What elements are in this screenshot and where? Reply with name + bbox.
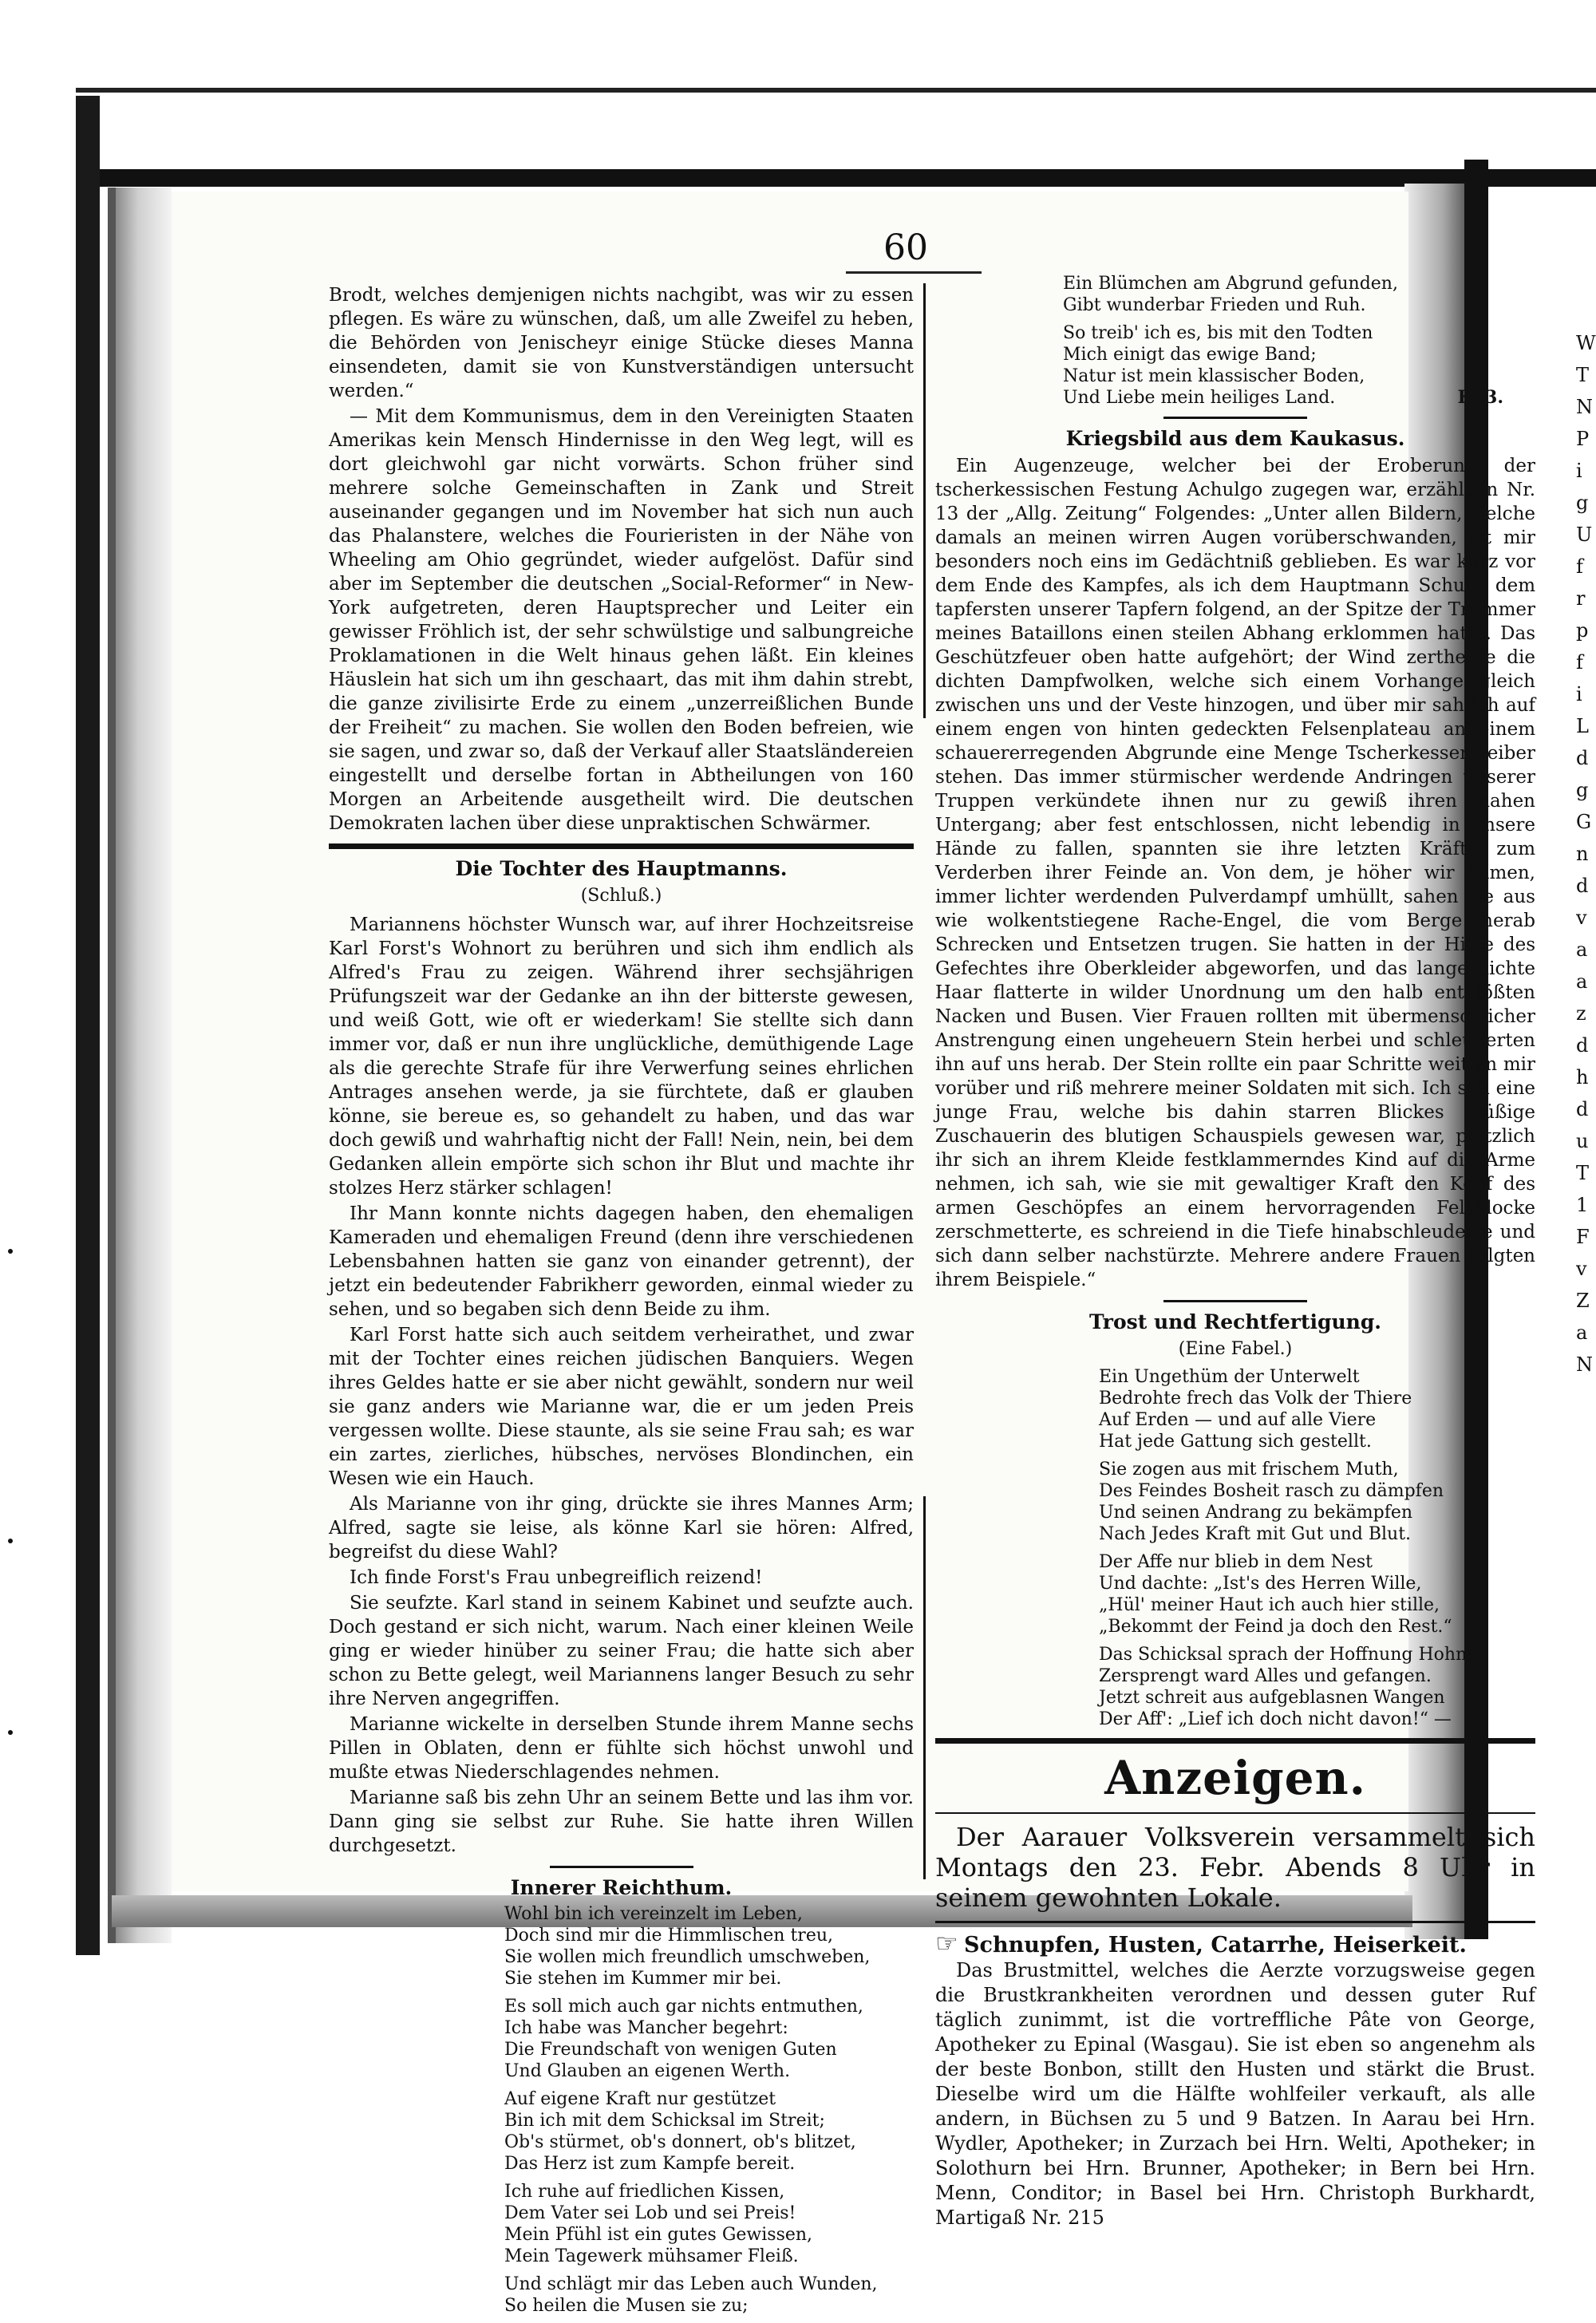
fragment-letter: v: [1576, 1258, 1587, 1280]
story-title: Die Tochter des Hauptmanns.: [455, 857, 788, 880]
story-paragraph: Mariannens höchster Wunsch war, auf ihrer Hochzeitsreise Karl Forst's Wohnort zu berühren und sich ihm endlich als Alfred's Frau zu zeigen. Während ihrer sechsjährigen Prüfungszeit war der Gedanke an ihn der bitterste gewesen, und weiß Gott, wie oft er wiederkam! Sie stellte sich dann immer vor, daß er nun ihre unglückliche, demüthigende Lage als die gerechte Strafe für ihre Verwerfung seines ehrlichen Antrages ansehen werde, ja sie fürchtete, daß er glauben könne, sie bereue es, so gehandelt zu haben, und das war doch gewiß und wahrhaftig nicht der Fall! Nein, nein, bei dem Gedanken allein empörte sich schon ihr Blut und machte ihr stolzes Herz stärker schlagen!: [329, 915, 914, 1199]
fragment-letter: F: [1576, 1226, 1590, 1248]
poem-line: Und schlägt mir das Leben auch Wunden,: [504, 2274, 878, 2294]
fragment-letter: L: [1576, 715, 1589, 737]
poem-line: Mein Tagewerk mühsamer Fleiß.: [504, 2246, 799, 2266]
intro-paragraph: Brodt, welches demjenigen nichts nachgibt, was wir zu essen pflegen. Es wäre zu wünschen, daß, um alle Zweifel zu heben, die Behörden von Jenischeyr einige Stücke dieses Manna einsendeten, damit sie von Kunstverständigen untersucht werden.“: [329, 285, 914, 401]
fable-line: „Hül' meiner Haut ich auch hier stille,: [1099, 1595, 1440, 1615]
scan-speck: [8, 1539, 13, 1543]
adjacent-page-fragment: [1576, 327, 1596, 1381]
column-rule: [923, 1496, 926, 1879]
fragment-letter: z: [1576, 1002, 1586, 1025]
poem-stanza: [504, 1903, 914, 1989]
story-paragraph: Marianne saß bis zehn Uhr an seinem Bette und las ihm vor. Dann ging sie selbst zur Ruhe. Sie hatte ihren Willen durchgesetzt.: [329, 1788, 914, 1856]
fragment-letter: d: [1576, 1034, 1589, 1057]
poem-line: Wohl bin ich vereinzelt im Leben,: [504, 1904, 803, 1924]
poem-line: Sie stehen im Kummer mir bei.: [504, 1969, 782, 1989]
fragment-letter: f: [1576, 651, 1583, 674]
fragment-letter: h: [1576, 1066, 1589, 1088]
poem-title: Innerer Reichthum.: [510, 1876, 733, 1899]
communism-paragraph: — Mit dem Kommunismus, dem in den Vereinigten Staaten Amerikas kein Mensch Hindernisse in den Weg legt, will es dort gleichwohl gar nicht vorwärts. Schon früher sind mehrere solche Gemeinschaften in Zank und Streit auseinander gegangen und im November hat sich nun auch das Phalanstere, welches die Fourieristen in der Nähe von Wheeling am Ohio gegründet, wieder aufgelöst. Dafür sind aber im September die deutschen „Social-Reformer“ in New-York aufgetreten, deren Hauptsprecher und Leiter ein gewisser Fröhlich ist, der sehr schwülstige und salbungreiche Proklamationen in die Welt hinaus gehen läßt. Ein kleines Häuslein hat sich um ihn geschaart, das mit ihm dahin strebt, die ganze zivilisirte Erde zu einem „unzerreißlichen Bunde der Freiheit“ zu machen. Sie wollen den Boden befreien, wie sie sagen, und zwar so, daß der Verkauf aller Staatsländereien eingestellt und derselbe fortan in Abtheilungen von 160 Morgen an Arbeitende ausgetheilt wird. Die deutschen Demokraten lachen über diese unpraktischen Schwärmer.: [329, 406, 914, 834]
story-paragraph: Ihr Mann konnte nichts dagegen haben, den ehemaligen Kameraden und ehemaligen Freund (denn ihre verschiedenen Lebensbahnen hatten sie ganz von einander getrennt), der jetzt ein bedeutender Fabrikherr geworden, einmal wieder zu sehen, und so begaben sich denn Beide zu ihm.: [329, 1203, 914, 1320]
war-paragraph: Ein Augenzeuge, welcher bei der Eroberung der tscherkessischen Festung Achulgo zugegen war, erzählt in Nr. 13 der „Allg. Zeitung“ Folgendes: „Unter allen Bildern, welche damals an meinen wirren Augen vorüberschwanden, ist mir besonders noch eins im Gedächtniß geblieben. Es war kurz vor dem Ende des Kampfes, als ich dem Hauptmann Schulz, dem tapfersten unserer Tapfern folgend, an der Spitze der Trümmer meines Bataillons einen steilen Abhang erklommen hatte. Das Geschützfeuer oben hatte aufgehört; der Wind zertheilte die dichten Dampfwolken, welche sich einem Vorhange gleich zwischen uns und der Veste hinzogen, und über mir sah ich auf einem engen von hinten gedeckten Felsenplateau an einem schauererregenden Abgrunde eine Menge Tscherkessenweiber stehen. Das immer stürmischer werdende Andringen unserer Truppen verkündete ihnen nur zu gewiß ihren nahen Untergang; aber fest entschlossen, nicht lebendig in unsere Hände zu fallen, spannten sie ihre letzten Kräfte zum Verderben ihrer Feinde an. Von dem, je höher wir kamen, immer lichter werdenden Pulverdampf umhüllt, sahen sie aus wie wolkentstiegene Rache-Engel, die vom Berge herab Schrecken und Entsetzen trugen. Sie hatten in der Hitze des Gefechtes ihre Oberkleider abgeworfen, und das lange dichte Haar flatterte in wilder Unordnung um den halb entblößten Nacken und Busen. Vier Frauen rollten mit übermenschlicher Anstrengung einen ungeheuern Stein herbei und schleuderten ihn auf uns herab. Der Stein rollte ein paar Schritte weit an mir vorüber und riß mehrere meiner Soldaten mit sich. Ich sah eine junge Frau, welche bis dahin starren Blickes müßige Zuschauerin des blutigen Schauspiels gewesen war, plötzlich ihr sich an ihrem Kleide festklammerndes Kind auf die Arme nehmen, ich sah, wie sie mit gewaltiger Kraft den Kopf des armen Geschöpfes an einem hervorragenden Felsblocke zerschmetterte, es schreiend in die Tiefe hinabschleuderte und sich dann selber nachstürzte. Mehrere andere Frauen folgten ihrem Beispiele.“: [935, 456, 1535, 1290]
fragment-letter: d: [1576, 747, 1589, 769]
fragment-letter: a: [1576, 938, 1588, 961]
fragment-letter: f: [1576, 555, 1583, 578]
ad-brustmittel-text: Das Brustmittel, welches die Aerzte vorzugsweise gegen die Brustkrankheiten verordnen und dessen guter Ruf täglich zunimmt, ist die vortreffliche Pâte von George, Apotheker zu Epinal (Wasgau). Sie ist eben so angenehm als der beste Bonbon, stillt den Husten und stärkt die Brust. Dieselbe wird um die Hälfte wohlfeiler verkauft, als alle andern, in Büchsen zu 5 und 9 Batzen. In Aarau bei Hrn. Wydler, Apotheker; in Zurzach bei Hrn. Welti, Apotheker; in Solothurn bei Hrn. Brunner, Apotheker; in Bern bei Hrn. Menn, Conditor; in Basel bei Hrn. Christoph Burkhardt, Martigaß Nr. 215: [935, 1959, 1535, 2229]
fragment-letter: T: [1576, 1162, 1590, 1184]
poem-stanza: [504, 2274, 914, 2317]
scanner-top-band: [76, 88, 1596, 176]
fragment-letter: P: [1576, 428, 1590, 450]
poem-line: Und Liebe mein heiliges Land.: [1063, 388, 1336, 408]
right-column: [935, 273, 1535, 2232]
fragment-letter: G: [1576, 811, 1592, 833]
poem-stanza: [1063, 322, 1535, 409]
poem-last-line-row: [1063, 387, 1535, 409]
story-paragraph: Marianne wickelte in derselben Stunde ihrem Manne sechs Pillen in Oblaten, denn er fühlte sich höchst unwohl und mußte etwas Niederschlagendes nehmen.: [329, 1714, 914, 1783]
fable-line: Bedrohte frech das Volk der Thiere: [1099, 1389, 1412, 1408]
section-divider: [329, 843, 914, 849]
fragment-letter: U: [1576, 523, 1593, 546]
fable-line: Das Schicksal sprach der Hoffnung Hohn:: [1099, 1645, 1473, 1665]
fragment-letter: T: [1576, 364, 1590, 386]
poem-line: So heilen die Musen sie zu;: [504, 2296, 749, 2316]
poem-line: Ob's stürmet, ob's donnert, ob's blitzet,: [504, 2132, 856, 2152]
fragment-letter: p: [1576, 619, 1589, 642]
story-paragraph: Karl Forst hatte sich auch seitdem verheirathet, und zwar mit der Tochter eines reichen jüdischen Banquiers. Wegen ihres Geldes hatte er sie aber nicht gewählt, sondern nur weil sie ganz anders wie Marianne war, die er um jeden Preis vergessen wollte. Diese staunte, als sie seine Frau sah; es war ein zartes, zierliches, hübsches, nervöses Blondinchen, ein Wesen wie ein Hauch.: [329, 1325, 914, 1489]
scan-speck: [8, 1249, 13, 1254]
fable-line: Der Aff': „Lief ich doch nicht davon!“ —: [1099, 1709, 1452, 1729]
pointing-hand-icon: ☞: [935, 1928, 958, 1958]
war-title: Kriegsbild aus dem Kaukasus.: [1065, 427, 1405, 450]
poem-divider: [550, 1866, 693, 1868]
fragment-letter: i: [1576, 460, 1582, 482]
left-column: [329, 283, 914, 2323]
fable-line: Hat jede Gattung sich gestellt.: [1099, 1432, 1372, 1452]
fragment-letter: a: [1576, 1322, 1588, 1344]
fable-stanza: [1099, 1459, 1535, 1545]
poem-line: Das Herz ist zum Kampfe bereit.: [504, 2154, 796, 2174]
fragment-letter: N: [1576, 1353, 1593, 1376]
war-divider: [1163, 417, 1307, 419]
fragment-letter: d: [1576, 1098, 1589, 1120]
fable-divider: [1163, 1300, 1307, 1302]
fable-line: Auf Erden — und auf alle Viere: [1099, 1410, 1377, 1430]
scanner-black-bar: [76, 169, 1596, 187]
poem-line: Ein Blümchen am Abgrund gefunden,: [1063, 274, 1398, 294]
book-spine-edge: [76, 96, 100, 1955]
poem-line: Sie wollen mich freundlich umschweben,: [504, 1947, 871, 1967]
fragment-letter: 1: [1576, 1194, 1589, 1216]
fragment-letter: Z: [1576, 1290, 1590, 1312]
page-number: 60: [883, 227, 928, 268]
poem-line: Gibt wunderbar Frieden und Ruh.: [1063, 295, 1366, 315]
poem-line: Die Freundschaft von wenigen Guten: [504, 2040, 837, 2060]
poem-stanza: [504, 1996, 914, 2082]
fragment-letter: g: [1576, 492, 1589, 514]
ads-title-rule: [935, 1812, 1535, 1814]
fable-body: [1099, 1366, 1535, 1730]
poem-line: Doch sind mir die Himmlischen treu,: [504, 1926, 833, 1946]
fable-line: Und dachte: „Ist's des Herren Wille,: [1099, 1574, 1422, 1594]
poem-line: Mein Pfühl ist ein gutes Gewissen,: [504, 2225, 813, 2245]
story-paragraph: Ich finde Forst's Frau unbegreiflich reizend!: [350, 1567, 763, 1588]
poem-line: Ich ruhe auf friedlichen Kissen,: [504, 2182, 785, 2202]
poem-line: Es soll mich auch gar nichts entmuthen,: [504, 1997, 863, 2017]
ad-brustmittel-header: [935, 1928, 1535, 1958]
poem-line: Und Glauben an eigenen Werth.: [504, 2061, 791, 2081]
poem-stanza: [504, 2088, 914, 2175]
fable-line: Nach Jedes Kraft mit Gut und Blut.: [1099, 1524, 1412, 1544]
fable-stanza: [1099, 1366, 1535, 1452]
fable-stanza: [1099, 1644, 1535, 1730]
fable-line: Des Feindes Bosheit rasch zu dämpfen: [1099, 1481, 1444, 1501]
fragment-letter: W: [1576, 332, 1596, 354]
fable-line: Und seinen Andrang zu bekämpfen: [1099, 1503, 1413, 1523]
fable-line: Zersprengt ward Alles und gefangen.: [1099, 1666, 1432, 1686]
fragment-letter: d: [1576, 875, 1589, 897]
story-subtitle: (Schluß.): [580, 886, 662, 906]
poem-line: Bin ich mit dem Schicksal im Streit;: [504, 2111, 825, 2131]
ads-title: Anzeigen.: [1104, 1751, 1366, 1805]
fable-subtitle: (Eine Fabel.): [1178, 1339, 1293, 1359]
fragment-letter: i: [1576, 683, 1582, 705]
fragment-letter: r: [1576, 587, 1586, 610]
poem-line: Auf eigene Kraft nur gestützet: [504, 2089, 776, 2109]
poem-signature: K. 3.: [1457, 387, 1503, 408]
fable-stanza: [1099, 1551, 1535, 1638]
fable-line: Sie zogen aus mit frischem Muth,: [1099, 1460, 1399, 1480]
fable-line: Ein Ungethüm der Unterwelt: [1099, 1367, 1360, 1387]
ads-divider: [935, 1738, 1535, 1744]
fable-line: „Bekommt der Feind ja doch den Rest.“: [1099, 1617, 1452, 1637]
ad-volksverein: Der Aarauer Volksverein versammelt sich Montags den 23. Febr. Abends 8 Uhr in seinem gewohnten Lokale.: [935, 1822, 1535, 1913]
ad-brustmittel-heading: Schnupfen, Husten, Catarrhe, Heiserkeit.: [964, 1933, 1467, 1958]
scan-speck: [8, 1730, 13, 1735]
poem-line: Mich einigt das ewige Band;: [1063, 345, 1317, 365]
gutter-shadow: [116, 188, 172, 1943]
fragment-letter: u: [1576, 1130, 1589, 1152]
story-paragraph: Als Marianne von ihr ging, drückte sie ihres Mannes Arm; Alfred, sagte sie leise, als könne Karl sie hören: Alfred, begreifst du diese Wahl?: [329, 1494, 914, 1562]
column-rule: [923, 283, 926, 718]
fragment-letter: g: [1576, 779, 1589, 801]
book-spine-inner: [108, 188, 116, 1943]
poem-line: So treib' ich es, bis mit den Todten: [1063, 323, 1373, 343]
fable-line: Jetzt schreit aus aufgeblasnen Wangen: [1099, 1688, 1445, 1708]
poem-line: Ich habe was Mancher begehrt:: [504, 2018, 788, 2038]
poem-stanza: [1063, 273, 1535, 316]
fable-line: Der Affe nur blieb in dem Nest: [1099, 1552, 1373, 1572]
ad-divider: [935, 1921, 1535, 1923]
story-paragraph: Sie seufzte. Karl stand in seinem Kabinet und seufzte auch. Doch gestand er sich nicht, warum. Nach einer kleinen Weile ging er wieder hinüber zu seiner Frau; die hatte sich aber schon zu Bette gelegt, weil Mariannens langer Besuch zu sehr ihre Nerven angegriffen.: [329, 1593, 914, 1709]
poem-line: Dem Vater sei Lob und sei Preis!: [504, 2203, 796, 2223]
fragment-letter: v: [1576, 907, 1587, 929]
poem-body: [504, 1903, 914, 2317]
poem-continuation: [1063, 273, 1535, 409]
fragment-letter: n: [1576, 843, 1589, 865]
fragment-letter: a: [1576, 970, 1588, 993]
poem-line: Natur ist mein klassischer Boden,: [1063, 366, 1365, 386]
fragment-letter: N: [1576, 396, 1593, 418]
fable-title: Trost und Rechtfertigung.: [1088, 1310, 1381, 1333]
poem-stanza: [504, 2181, 914, 2267]
